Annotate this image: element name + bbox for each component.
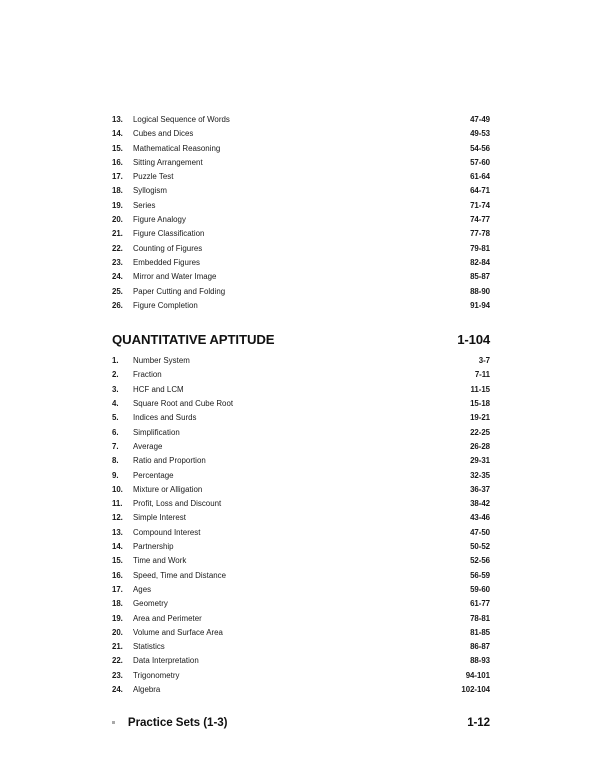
toc-entry-title: Puzzle Test <box>133 172 174 182</box>
toc-entry-number: 20. <box>112 215 123 225</box>
toc-entry <box>112 270 490 284</box>
toc-entry-page-range: 61-64 <box>470 172 490 182</box>
toc-entry-number: 15. <box>112 143 123 153</box>
toc-entry-number: 23. <box>112 257 123 267</box>
toc-entry-title: HCF and LCM <box>133 384 184 394</box>
toc-entry-title: Figure Analogy <box>133 215 186 225</box>
toc-entry-title: Mirror and Water Image <box>133 272 217 282</box>
toc-entry <box>112 454 490 468</box>
toc-entry-title: Simplification <box>133 427 180 437</box>
toc-entry <box>112 156 490 170</box>
toc-entry-number: 11. <box>112 499 123 509</box>
toc-entry-page-range: 52-56 <box>470 556 490 566</box>
toc-entry-page-range: 32-35 <box>470 470 490 480</box>
toc-entry-number: 18. <box>112 599 123 609</box>
spacer-before-section <box>112 313 490 332</box>
toc-entry-page-range: 88-90 <box>470 286 490 296</box>
toc-entry-title: Syllogism <box>133 186 167 196</box>
toc-entry <box>112 540 490 554</box>
toc-entry-title: Fraction <box>133 370 162 380</box>
toc-entry-page-range: 81-85 <box>470 627 490 637</box>
toc-entry-title: Percentage <box>133 470 174 480</box>
practice-sets-title: Practice Sets (1-3) <box>127 716 228 730</box>
practice-sets-row <box>112 716 490 729</box>
toc-entry <box>112 383 490 397</box>
toc-entry-title: Algebra <box>133 684 161 694</box>
toc-entry <box>112 411 490 425</box>
toc-entry-number: 21. <box>112 229 123 239</box>
toc-entry-title: Compound Interest <box>133 527 201 537</box>
toc-entry-title: Geometry <box>133 599 168 609</box>
toc-entry-page-range: 57-60 <box>470 157 490 167</box>
toc-entry <box>112 612 490 626</box>
toc-entry-page-range: 71-74 <box>470 200 490 210</box>
reasoning-chapter-list <box>112 113 490 313</box>
toc-entry-number: 13. <box>112 527 123 537</box>
toc-entry <box>112 511 490 525</box>
toc-entry-number: 24. <box>112 272 123 282</box>
toc-entry-number: 14. <box>112 542 123 552</box>
toc-entry-number: 13. <box>112 115 123 124</box>
toc-entry <box>112 242 490 256</box>
toc-entry <box>112 397 490 411</box>
toc-entry-page-range: 77-78 <box>470 229 490 239</box>
toc-entry-page-range: 29-31 <box>470 456 490 466</box>
section-heading-quantitative-aptitude <box>112 332 490 347</box>
toc-entry-number: 9. <box>112 470 119 480</box>
toc-entry-number: 12. <box>112 513 123 523</box>
toc-entry-page-range: 11-15 <box>470 384 490 394</box>
toc-entry <box>112 199 490 213</box>
toc-entry-title: Square Root and Cube Root <box>133 399 234 409</box>
toc-entry <box>112 583 490 597</box>
toc-entry-number: 23. <box>112 670 123 680</box>
toc-entry-page-range: 88-93 <box>470 656 490 666</box>
toc-entry-title: Series <box>133 200 156 210</box>
toc-entry-title: Mixture or Alligation <box>133 484 203 494</box>
toc-entry-number: 5. <box>112 413 119 423</box>
toc-entry-number: 3. <box>112 384 119 394</box>
toc-entry-title: Trigonometry <box>133 670 180 680</box>
toc-entry <box>112 142 490 156</box>
toc-entry <box>112 526 490 540</box>
toc-entry-page-range: 79-81 <box>470 243 490 253</box>
toc-entry-number: 22. <box>112 243 123 253</box>
toc-entry-page-range: 19-21 <box>470 413 490 423</box>
toc-entry-page-range: 26-28 <box>470 441 490 451</box>
toc-entry-page-range: 3-7 <box>478 356 490 366</box>
toc-entry-number: 10. <box>112 484 123 494</box>
toc-entry-number: 8. <box>112 456 119 466</box>
toc-entry-number: 1. <box>112 356 119 366</box>
toc-entry-title: Area and Perimeter <box>133 613 202 623</box>
toc-entry <box>112 640 490 654</box>
toc-entry-title: Time and Work <box>133 556 187 566</box>
toc-entry-title: Data Interpretation <box>133 656 199 666</box>
toc-entry-title: Counting of Figures <box>133 243 203 253</box>
toc-entry-page-range: 47-49 <box>470 115 490 124</box>
toc-entry-page-range: 7-11 <box>474 370 490 380</box>
toc-entry-page-range: 38-42 <box>470 499 490 509</box>
quantitative-chapter-list <box>112 354 490 697</box>
toc-entry-number: 19. <box>112 613 123 623</box>
toc-entry <box>112 554 490 568</box>
toc-entry-title: Mathematical Reasoning <box>133 143 221 153</box>
toc-entry-title: Cubes and Dices <box>133 129 194 139</box>
toc-entry-title: Ages <box>133 584 152 594</box>
toc-entry <box>112 597 490 611</box>
toc-entry-page-range: 102-104 <box>461 684 490 694</box>
toc-entry-page-range: 49-53 <box>470 129 490 139</box>
toc-entry-page-range: 91-94 <box>470 300 490 310</box>
toc-entry <box>112 669 490 683</box>
toc-entry-page-range: 78-81 <box>470 613 490 623</box>
spacer-before-practice-sets <box>112 697 490 716</box>
toc-entry-page-range: 47-50 <box>470 527 490 537</box>
toc-entry-number: 6. <box>112 427 119 437</box>
toc-entry-page-range: 59-60 <box>470 584 490 594</box>
toc-entry-page-range: 54-56 <box>470 143 490 153</box>
toc-entry-number: 16. <box>112 570 123 580</box>
toc-entry <box>112 299 490 313</box>
toc-entry-page-range: 56-59 <box>470 570 490 580</box>
section-page-range: 1-104 <box>457 332 490 348</box>
toc-entry-page-range: 82-84 <box>470 257 490 267</box>
toc-entry-number: 18. <box>112 186 123 196</box>
toc-entry-title: Embedded Figures <box>133 257 200 267</box>
toc-entry-page-range: 61-77 <box>470 599 490 609</box>
toc-entry-number: 19. <box>112 200 123 210</box>
toc-entry <box>112 127 490 141</box>
toc-entry <box>112 213 490 227</box>
toc-entry-page-range: 64-71 <box>470 186 490 196</box>
toc-entry-number: 17. <box>112 172 123 182</box>
table-of-contents <box>112 113 490 729</box>
toc-entry <box>112 683 490 697</box>
toc-entry-title: Average <box>133 441 163 451</box>
toc-entry <box>112 654 490 668</box>
toc-entry-number: 7. <box>112 441 119 451</box>
toc-entry <box>112 256 490 270</box>
toc-entry-title: Sitting Arrangement <box>133 157 203 167</box>
toc-entry-number: 14. <box>112 129 123 139</box>
toc-entry-page-range: 22-25 <box>470 427 490 437</box>
toc-entry-page-range: 50-52 <box>470 542 490 552</box>
toc-entry-title: Profit, Loss and Discount <box>133 499 222 509</box>
spacer-after-section <box>112 347 490 354</box>
toc-entry-title: Figure Completion <box>133 300 198 310</box>
toc-entry-page-range: 94-101 <box>465 670 490 680</box>
toc-entry <box>112 354 490 368</box>
toc-entry <box>112 368 490 382</box>
toc-entry <box>112 626 490 640</box>
toc-entry-number: 16. <box>112 157 123 167</box>
toc-entry-title: Paper Cutting and Folding <box>133 286 226 296</box>
toc-entry-title: Number System <box>133 356 190 366</box>
toc-entry-number: 15. <box>112 556 123 566</box>
toc-entry-number: 17. <box>112 584 123 594</box>
toc-entry-page-range: 86-87 <box>470 642 490 652</box>
toc-entry <box>112 497 490 511</box>
toc-entry-title: Simple Interest <box>133 513 186 523</box>
toc-entry-number: 21. <box>112 642 123 652</box>
toc-entry <box>112 170 490 184</box>
toc-entry-title: Statistics <box>133 642 165 652</box>
toc-entry <box>112 483 490 497</box>
toc-entry-number: 22. <box>112 656 123 666</box>
section-title: QUANTITATIVE APTITUDE <box>112 332 275 348</box>
toc-entry <box>112 440 490 454</box>
toc-entry-page-range: 36-37 <box>470 484 490 494</box>
toc-entry <box>112 426 490 440</box>
toc-entry <box>112 569 490 583</box>
toc-entry-number: 24. <box>112 684 123 694</box>
square-bullet-icon <box>112 721 115 724</box>
toc-entry-page-range: 15-18 <box>470 399 490 409</box>
toc-entry <box>112 227 490 241</box>
toc-entry <box>112 285 490 299</box>
toc-entry <box>112 113 490 127</box>
toc-entry-page-range: 43-46 <box>470 513 490 523</box>
toc-entry-number: 26. <box>112 300 123 310</box>
practice-sets-left-group <box>112 716 227 729</box>
toc-entry-number: 4. <box>112 399 119 409</box>
toc-entry-title: Figure Classification <box>133 229 205 239</box>
toc-entry-title: Partnership <box>133 542 174 552</box>
toc-entry-page-range: 85-87 <box>470 272 490 282</box>
toc-entry-number: 25. <box>112 286 123 296</box>
toc-entry <box>112 184 490 198</box>
toc-entry-number: 20. <box>112 627 123 637</box>
toc-entry-title: Logical Sequence of Words <box>133 115 230 124</box>
toc-entry-page-range: 74-77 <box>470 215 490 225</box>
toc-entry-title: Indices and Surds <box>133 413 197 423</box>
toc-entry <box>112 469 490 483</box>
toc-entry-title: Speed, Time and Distance <box>133 570 227 580</box>
toc-entry-number: 2. <box>112 370 119 380</box>
practice-sets-page-range: 1-12 <box>467 716 490 730</box>
toc-entry-title: Ratio and Proportion <box>133 456 206 466</box>
toc-entry-title: Volume and Surface Area <box>133 627 223 637</box>
